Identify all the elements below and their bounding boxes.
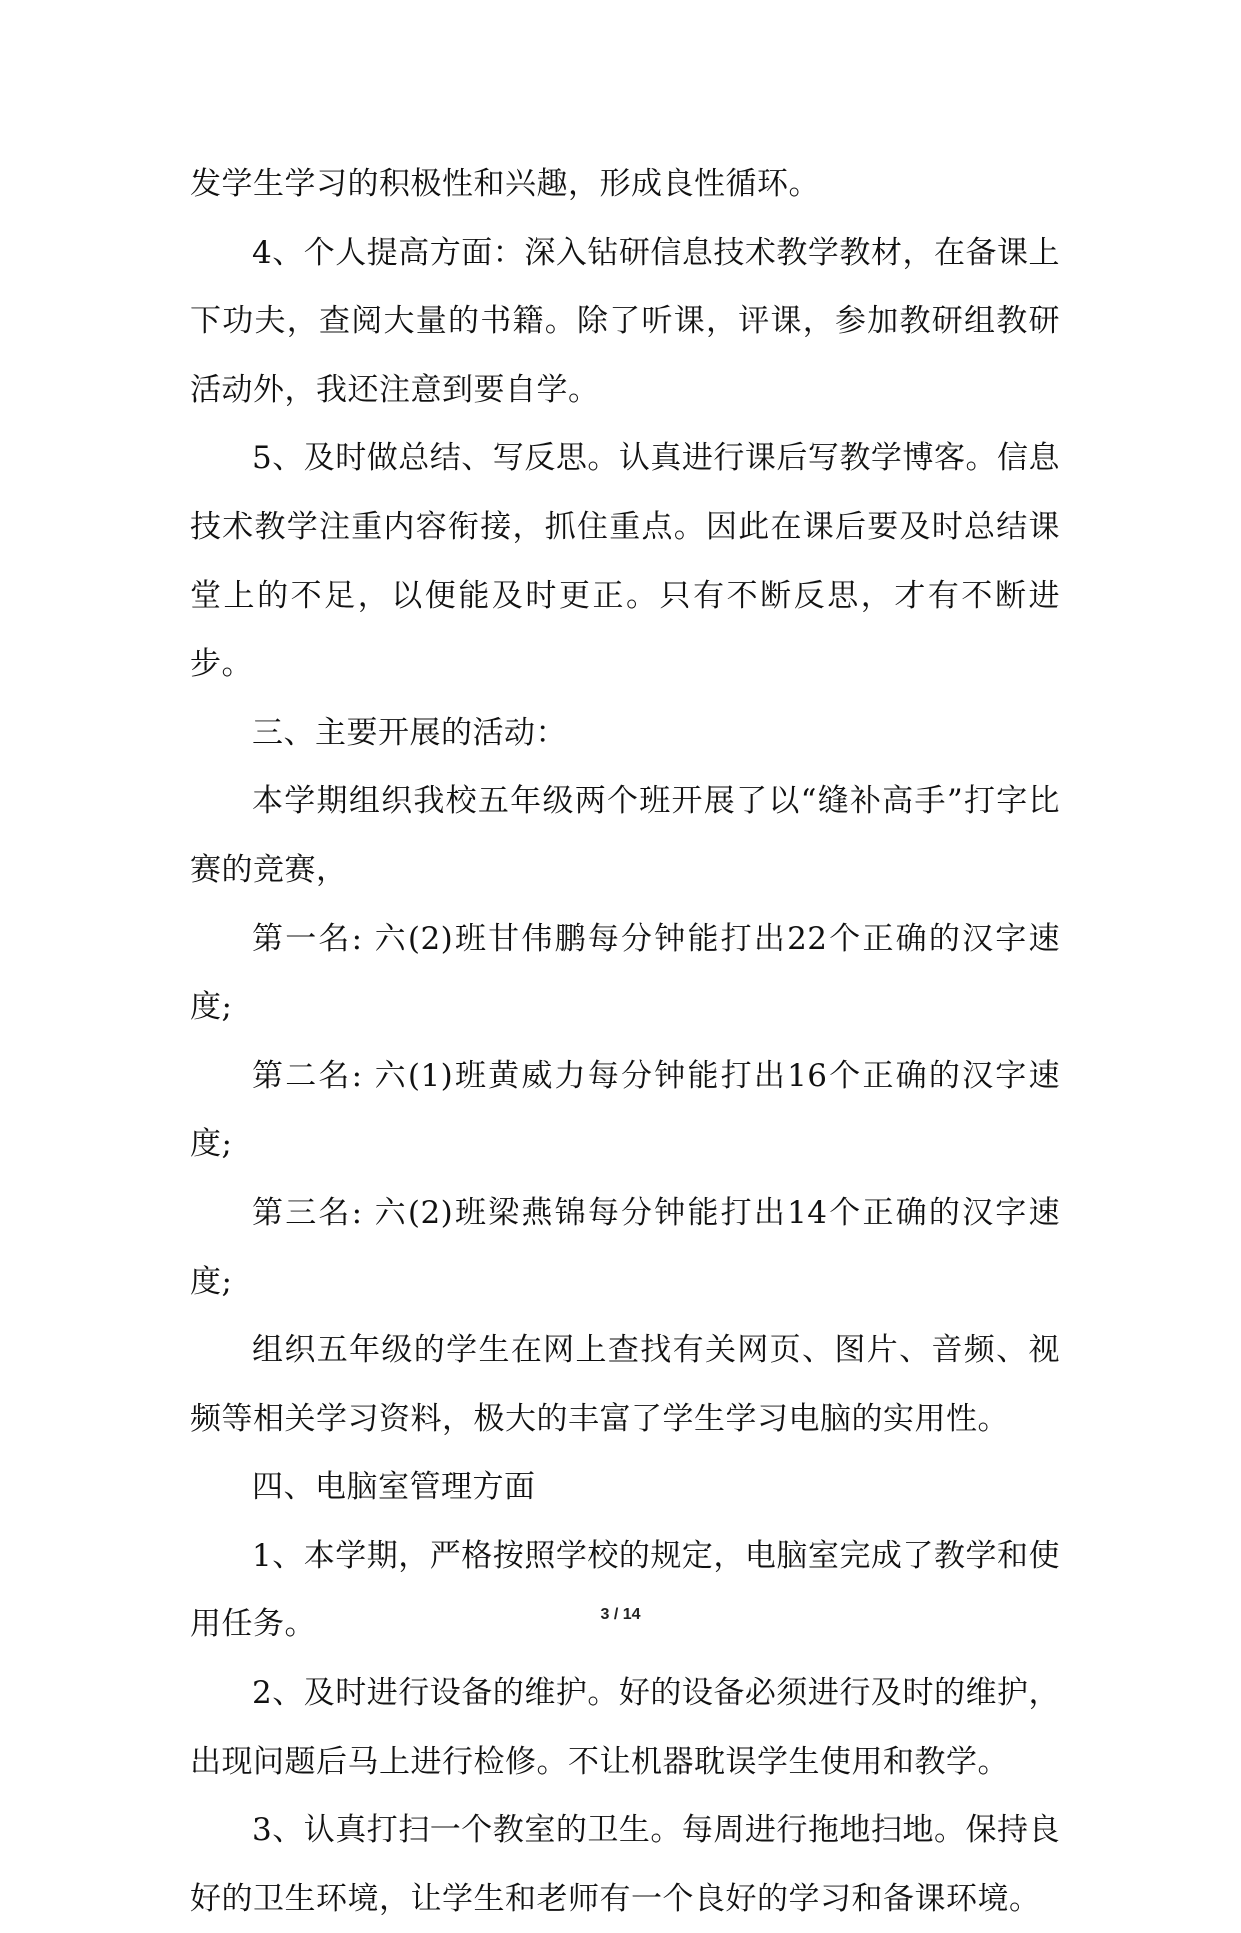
paragraph-typing-contest: 本学期组织我校五年级两个班开展了以“缝补高手”打字比赛的竞赛， xyxy=(190,783,1060,888)
section-heading-activities: 三、主要开展的活动： xyxy=(252,714,567,751)
page-number: 3 / 14 xyxy=(600,1606,641,1623)
paragraph-reflection: 5、及时做总结、写反思。认真进行课后写教学博客。信息技术教学注重内容衔接，抓住重点。因此在课后要及时总结课堂上的不足，以便能及时更正。只有不断反思，才有不断进步。 xyxy=(190,440,1060,683)
paragraph-online-research: 组织五年级的学生在网上查找有关网页、图片、音频、视频等相关学习资料，极大的丰富了学生学习电脑的实用性。 xyxy=(190,1332,1060,1437)
paragraph-continuation: 发学生学习的积极性和兴趣，形成良性循环。 xyxy=(190,166,820,202)
paragraph-maintenance: 2、及时进行设备的维护。好的设备必须进行及时的维护，出现问题后马上进行检修。不让机器耽误学生使用和教学。 xyxy=(190,1675,1060,1780)
paragraph-lab-tasks: 1、本学期，严格按照学校的规定，电脑室完成了教学和使用任务。 xyxy=(190,1537,1060,1643)
result-first-place: 第一名: 六(2)班甘伟鹏每分钟能打出22个正确的汉字速度; xyxy=(190,920,1060,1026)
result-second-place: 第二名: 六(1)班黄威力每分钟能打出16个正确的汉字速度; xyxy=(190,1057,1060,1163)
result-third-place: 第三名: 六(2)班梁燕锦每分钟能打出14个正确的汉字速度; xyxy=(190,1194,1060,1300)
document-body xyxy=(190,150,1060,1933)
paragraph-cleaning: 3、认真打扫一个教室的卫生。每周进行拖地扫地。保持良好的卫生环境，让学生和老师有一个良好的学习和备课环境。 xyxy=(190,1812,1060,1917)
paragraph-personal-improvement: 4、个人提高方面：深入钻研信息技术教学教材，在备课上下功夫，查阅大量的书籍。除了听课，评课，参加教研组教研活动外，我还注意到要自学。 xyxy=(190,234,1060,408)
section-heading-lab-management: 四、电脑室管理方面 xyxy=(252,1469,536,1506)
